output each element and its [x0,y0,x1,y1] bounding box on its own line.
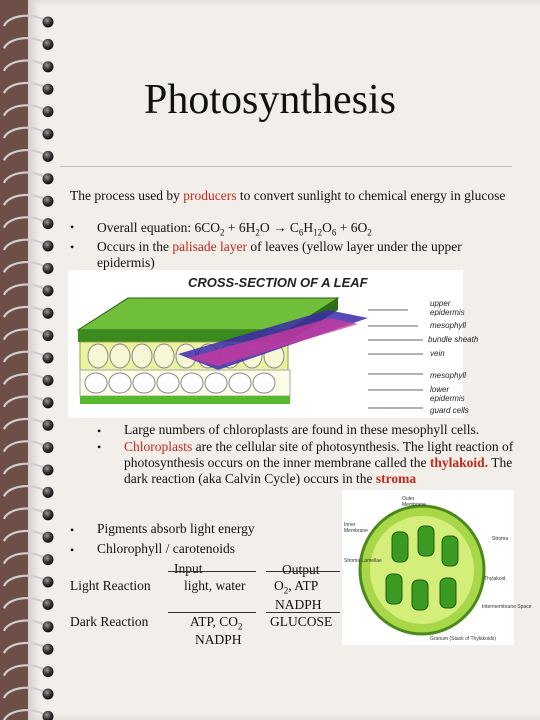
chloroplast-label-outer: Outer [402,496,415,502]
spiral-coil [4,486,44,496]
bullet-dot: • [70,523,75,537]
table-divider [266,612,340,613]
binder-hole [43,465,54,476]
bullet-dot: • [70,543,75,557]
spiral-coil [4,576,44,586]
leaf-label-upper: upper [430,299,451,308]
spiral-coil [4,598,44,608]
table-row-light-label: Light Reaction [70,578,151,593]
chloroplast-label-membrane-2: Membrane [344,528,368,534]
page-title: Photosynthesis [143,77,397,123]
binder-hole [43,554,54,565]
leaf-label-lower: lower [430,385,450,394]
binder-hole [43,397,54,408]
spiral-coil [4,262,44,272]
binder-hole [43,330,54,341]
table-row-light-output-2: NADPH [275,597,322,612]
binder-hole [43,151,54,162]
leaf-label-mesophyll: mesophyll [430,321,467,330]
binder-hole [43,532,54,543]
spiral-coil [4,150,44,160]
spiral-coil [4,307,44,317]
binder-hole [43,285,54,296]
spiral-coil [4,374,44,384]
table-divider [168,571,256,572]
spiral-coil [4,61,44,71]
binder-hole [43,689,54,700]
spiral-coil [4,397,44,407]
spiral-coil [4,352,44,362]
intro-paragraph [70,188,510,204]
binder-hole [43,39,54,50]
binder-hole [43,666,54,677]
spiral-coil [4,643,44,653]
spiral-coil [4,509,44,519]
spiral-coil [4,464,44,474]
chlorophyll-line: Chlorophyll / carotenoids [97,541,235,556]
binder-hole [43,61,54,72]
binder-hole [43,17,54,28]
binder-hole [43,577,54,588]
binder-hole [43,442,54,453]
spiral-coil [4,195,44,205]
table-row-light-output: $O_2$, ATP [274,578,319,596]
spiral-coil [4,217,44,227]
palisade-line: Occurs in the palisade layer of leaves (yellow layer under the upper epidermis) [97,239,462,270]
binder-hole [43,129,54,140]
chloroplasts-highlight: Chloroplasts [124,439,193,454]
thylakoid-highlight: thylakoid. [429,455,489,470]
leaf-label-vein: vein [430,349,445,358]
spiral-coil [4,553,44,563]
chloroplast-label-intermembrane: Intermembrane Space [482,604,532,610]
equation-line: Overall equation: $6CO_2 + 6H_2O \to C_6H_{12}O_6 + 6O_2$ [97,220,372,238]
spiral-coil [4,688,44,698]
chloroplast-label-stroma-lamellae: Stroma Lamellae [344,558,382,564]
spiral-coil [4,285,44,295]
binder-hole [43,621,54,632]
leaf-label-guard-cells: guard cells [430,406,469,415]
palisade-highlight: palisade layer [172,239,247,254]
chloroplast-label-stroma: Stroma [492,536,509,542]
binder-hole [43,711,54,720]
spiral-coil [4,16,44,26]
spiral-coil [4,240,44,250]
table-row-light-input: light, water [184,578,246,593]
intro-part-1: The process used by [70,188,184,203]
mesophyll-line: Large numbers of chloroplasts are found in these mesophyll cells. [124,422,480,437]
table-row-dark-input: ATP, $CO_2$ [190,614,243,632]
spiral-coil [4,665,44,675]
binder-hole [43,263,54,274]
leaf-label-mesophyll-2: mesophyll [430,371,467,380]
binder-hole [43,308,54,319]
binder-hole [43,420,54,431]
binder-hole [43,218,54,229]
bullet-dot: • [70,240,75,254]
table-divider [266,571,340,572]
spiral-coil [4,173,44,183]
leaf-cross-section-image [68,270,479,418]
intro-highlight-producers: producers [183,188,237,203]
spiral-coil [4,621,44,631]
title-divider [60,166,512,167]
table-row-dark-output: GLUCOSE [270,614,333,629]
pigments-line: Pigments absorb light energy [97,521,255,536]
spiral-coil [4,38,44,48]
spiral-coil [4,710,44,720]
table-row-dark-input-2: NADPH [195,632,242,647]
spiral-coil [4,419,44,429]
table-header-output: Output [282,562,320,577]
binder-hole [43,353,54,364]
chloroplast-label-granum: Granum (Stack of Thylakoids) [430,636,497,642]
spiral-coil [4,441,44,451]
stroma-highlight: stroma [375,471,417,486]
binder-hole [43,644,54,655]
chloroplast-image [342,490,532,645]
bullet-dot: • [97,424,102,438]
bullet-dot: • [97,440,102,454]
chloroplast-paragraph: Chloroplasts are the cellular site of photosynthesis. The light reaction of photosynthesis occurs on the inner membrane called the thylakoid. The dark reaction (aka Calvin Cycle) occurs in the stroma [124,439,514,486]
table-row-dark-label: Dark Reaction [70,614,149,629]
leaf-label-lower-epidermis: epidermis [430,394,465,403]
leaf-label-epidermis: epidermis [430,308,465,317]
binder-hole [43,196,54,207]
table-divider [168,612,256,613]
table-header-input: Input [174,561,203,576]
spiral-coil [4,128,44,138]
spiral-coil [4,329,44,339]
binder-hole [43,241,54,252]
chloroplast-label-membrane: Membrane [402,502,426,508]
binder-hole [43,173,54,184]
binder-hole [43,599,54,610]
arrow-icon: → [269,220,290,235]
leaf-label-bundle-sheath: bundle sheath [428,335,479,344]
chloroplast-label-inner: Inner [344,522,356,528]
bullet-dot: • [70,220,75,234]
spiral-coil [4,531,44,541]
binder-hole [43,487,54,498]
binder-hole [43,375,54,386]
chloroplast-label-thylakoid: Thylakoid [484,576,506,582]
leaf-diagram-title: CROSS-SECTION OF A LEAF [188,275,368,290]
binder-hole [43,509,54,520]
intro-part-2: to convert sunlight to chemical energy in glucose [236,188,506,203]
